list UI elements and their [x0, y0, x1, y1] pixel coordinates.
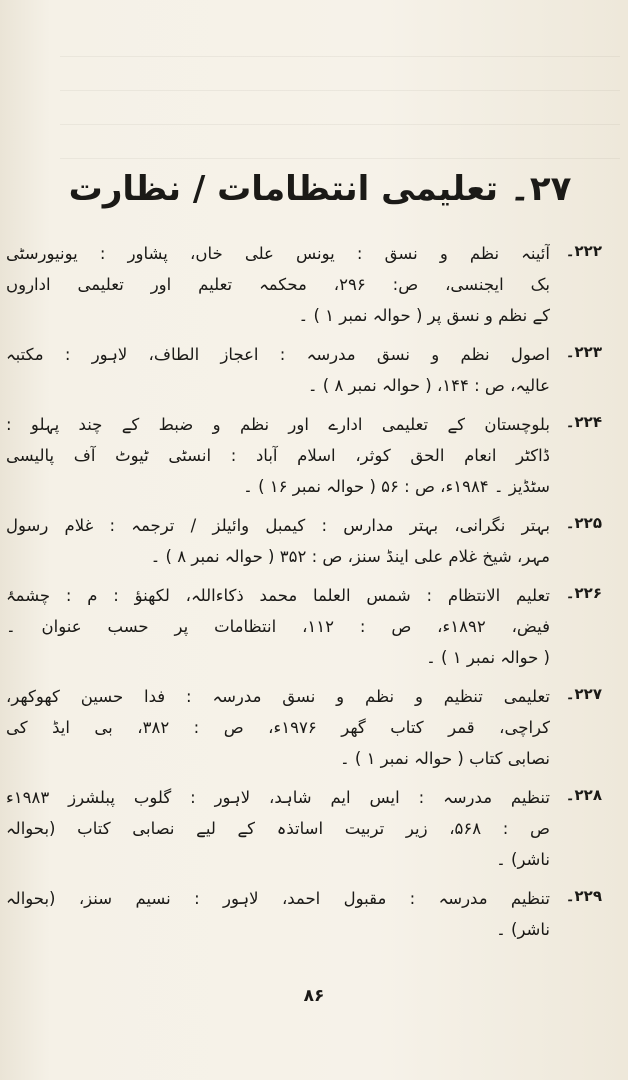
entry-number: ۲۲۵۔ — [565, 514, 602, 532]
entry-line: ص : ۵۶۸، زیر تربیت اساتذہ کے لیے نصابی کتاب (بحوالہ — [6, 819, 550, 838]
bleed-through-texture — [60, 40, 620, 160]
entry-line: کے نظم و نسق پر ( حوالہ نمبر ۱ ) ۔ — [298, 306, 550, 325]
entry-line: ڈاکٹر انعام الحق کوثر، اسلام آباد : انسٹی ٹیوٹ آف پالیسی — [6, 446, 550, 465]
page-number: ۸۶ — [303, 986, 325, 1006]
bibliography-entry — [6, 681, 602, 774]
bibliography-entry — [6, 238, 602, 331]
bibliography-entry — [6, 782, 602, 875]
entry-line: تعلیم الانتظام : شمس العلما محمد ذکاءاللہ، لکھنؤ : م : چشمۂ — [6, 586, 550, 605]
entry-line: ناشر) ۔ — [496, 850, 550, 869]
entry-line: نصابی کتاب ( حوالہ نمبر ۱ ) ۔ — [339, 749, 550, 768]
entry-line: عالیہ، ص : ۱۴۴، ( حوالہ نمبر ۸ ) ۔ — [307, 376, 550, 395]
bibliography-list — [6, 238, 602, 953]
entry-number: ۲۲۷۔ — [565, 685, 602, 703]
entry-line: آئینہ نظم و نسق : یونس علی خاں، پشاور : یونیورسٹی — [6, 244, 550, 263]
chapter-title: ۲۷۔ تعلیمی انتظامات / نظارت — [68, 169, 572, 209]
bibliography-entry — [6, 580, 602, 673]
entry-line: بلوچستان کے تعلیمی ادارے اور نظم و ضبط کے چند پہلو : — [6, 415, 550, 434]
entry-number: ۲۲۴۔ — [565, 413, 602, 431]
entry-number: ۲۲۶۔ — [565, 584, 602, 602]
entry-line: تنظیم مدرسہ : مقبول احمد، لاہور : نسیم سنز، (بحوالہ — [6, 889, 550, 908]
entry-number: ۲۲۲۔ — [565, 242, 602, 260]
entry-line: اصول نظم و نسق مدرسہ : اعجاز الطاف، لاہور : مکتبہ — [6, 345, 550, 364]
bibliography-entry — [6, 409, 602, 502]
entry-line: فیض، ۱۸۹۲ء، ص : ۱۱۲، انتظامات پر حسب عنوان ۔ — [6, 617, 550, 636]
entry-line: سٹڈیز ۔ ۱۹۸۴ء، ص : ۵۶ ( حوالہ نمبر ۱۶ ) ۔ — [243, 477, 550, 496]
bibliography-entry — [6, 510, 602, 572]
entry-line: تعلیمی تنظیم و نظم و نسق مدرسہ : فدا حسین کھوکھر، — [6, 687, 550, 706]
bibliography-entry — [6, 339, 602, 401]
entry-number: ۲۲۹۔ — [565, 887, 602, 905]
bibliography-entry — [6, 883, 602, 945]
entry-line: بک ایجنسی، ص: ۲۹۶، محکمہ تعلیم اور تعلیمی اداروں — [6, 275, 550, 294]
entry-number: ۲۲۸۔ — [565, 786, 602, 804]
entry-line: ناشر) ۔ — [496, 920, 550, 939]
entry-line: تنظیم مدرسہ : ایس ایم شاہد، لاہور : گلوب پبلشرز ۱۹۸۳ء — [6, 788, 550, 807]
entry-line: ( حوالہ نمبر ۱ ) ۔ — [426, 648, 550, 667]
entry-line: کراچی، قمر کتاب گھر ۱۹۷۶ء، ص : ۳۸۲، بی ایڈ کی — [6, 718, 550, 737]
entry-line: بہتر نگرانی، بہتر مدارس : کیمبل وائیلز / ترجمہ : غلام رسول — [6, 516, 550, 535]
entry-number: ۲۲۳۔ — [565, 343, 602, 361]
entry-line: مہر، شیخ غلام علی اینڈ سنز، ص : ۳۵۲ ( حوالہ نمبر ۸ ) ۔ — [150, 547, 550, 566]
